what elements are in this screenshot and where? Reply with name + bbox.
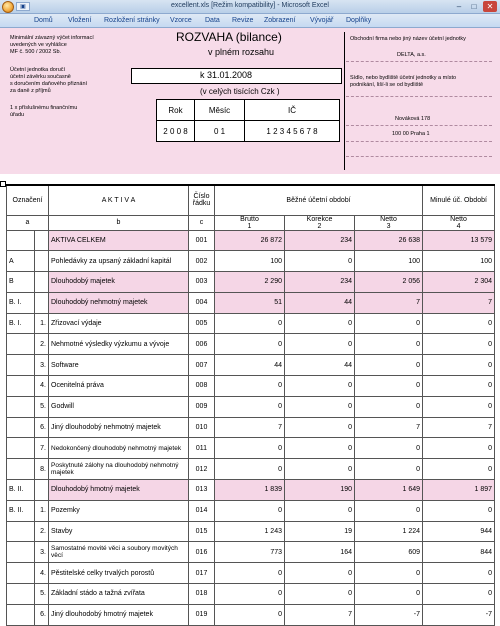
cell-oznaceni[interactable]	[7, 396, 35, 417]
cell-row-code[interactable]: 002	[189, 251, 215, 272]
tab-developer[interactable]: Vývojář	[310, 17, 334, 24]
header-aktiva: A K T I V A	[49, 185, 189, 215]
cell-value[interactable]: 0	[215, 584, 285, 605]
divider	[346, 61, 492, 62]
cell-number[interactable]: 6.	[35, 604, 49, 625]
cell-value[interactable]: 7	[423, 417, 495, 438]
divider	[346, 125, 492, 126]
table-row	[7, 272, 495, 293]
cell-oznaceni[interactable]	[7, 604, 35, 625]
cell-row-code[interactable]: 014	[189, 500, 215, 521]
cell-number[interactable]: 3.	[35, 542, 49, 563]
cell-label[interactable]: Poskytnuté zálohy na dlouhodobý nehmotný majetek	[49, 459, 189, 480]
cell-number[interactable]: 2.	[35, 521, 49, 542]
cell-label[interactable]: Stavby	[49, 521, 189, 542]
cell-number[interactable]: 4.	[35, 563, 49, 584]
cell-value[interactable]: 0	[215, 438, 285, 459]
tab-review[interactable]: Revize	[232, 17, 254, 24]
cell-label[interactable]: AKTIVA CELKEM	[49, 230, 189, 251]
cell-value[interactable]: 0	[285, 500, 355, 521]
cell-oznaceni[interactable]	[7, 334, 35, 355]
table-row	[7, 376, 495, 397]
table-row	[7, 313, 495, 334]
cell-value[interactable]: 0	[285, 459, 355, 480]
cell-label[interactable]: Zřizovací výdaje	[49, 313, 189, 334]
cell-value[interactable]: 0	[355, 355, 423, 376]
table-row	[7, 480, 495, 501]
cell-oznaceni[interactable]	[7, 230, 35, 251]
company-name-label: Obchodní firma nebo jiný název účetní jednotky	[350, 36, 466, 42]
divider	[346, 141, 492, 142]
cell-value[interactable]: -7	[355, 604, 423, 625]
cell-value[interactable]: -7	[423, 604, 495, 625]
header-cislo: Číslo řádku	[189, 185, 215, 215]
cell-value[interactable]: 0	[215, 396, 285, 417]
cell-value[interactable]: 0	[285, 417, 355, 438]
cell-value[interactable]: 0	[355, 376, 423, 397]
cell-value[interactable]: 190	[285, 480, 355, 501]
cell-value[interactable]: 0	[355, 563, 423, 584]
cell-value[interactable]: 0	[215, 334, 285, 355]
close-button[interactable]: ✕	[483, 1, 497, 12]
cell-value[interactable]: 7	[355, 417, 423, 438]
table-row	[7, 521, 495, 542]
cell-value[interactable]: 1 897	[423, 480, 495, 501]
cell-value[interactable]: 609	[355, 542, 423, 563]
report-subtitle: v plném rozsahu	[208, 47, 275, 57]
cell-row-code[interactable]: 013	[189, 480, 215, 501]
cell-value[interactable]: 0	[285, 396, 355, 417]
cell-oznaceni[interactable]	[7, 355, 35, 376]
year-value: 2 0 0 8	[157, 121, 195, 142]
cell-oznaceni[interactable]	[7, 521, 35, 542]
table-row	[7, 355, 495, 376]
col-letter-a: a	[7, 215, 49, 230]
table-row	[7, 230, 495, 251]
cell-oznaceni[interactable]	[7, 563, 35, 584]
cell-label[interactable]: Dlouhodobý majetek	[49, 272, 189, 293]
cell-value[interactable]: 2 290	[215, 272, 285, 293]
cell-value[interactable]: 26 872	[215, 230, 285, 251]
cell-value[interactable]: 19	[285, 521, 355, 542]
cell-number[interactable]	[35, 251, 49, 272]
cell-value[interactable]: 0	[355, 459, 423, 480]
cell-value[interactable]: 13 579	[423, 230, 495, 251]
cell-value[interactable]: 100	[423, 251, 495, 272]
tab-view[interactable]: Zobrazení	[264, 17, 296, 24]
cell-number[interactable]: 5.	[35, 584, 49, 605]
table-row	[7, 459, 495, 480]
cell-row-code[interactable]: 017	[189, 563, 215, 584]
street: Nováková 178	[395, 116, 431, 122]
cell-label[interactable]: Jiný dlouhodobý nehmotný majetek	[49, 417, 189, 438]
cell-row-code[interactable]: 009	[189, 396, 215, 417]
cell-number[interactable]: 6.	[35, 417, 49, 438]
cell-number[interactable]: 8.	[35, 459, 49, 480]
units-note: (v celých tisících Czk )	[200, 87, 280, 96]
year-month-id-table	[156, 99, 340, 142]
cell-number[interactable]: 3.	[35, 355, 49, 376]
header-brutto: Brutto 1	[215, 215, 285, 230]
header-netto: Netto 3	[355, 215, 423, 230]
header-netto-prior: Netto 4	[423, 215, 495, 230]
cell-row-code[interactable]: 004	[189, 292, 215, 313]
window-title: excellent.xls [Režim kompatibility] - Microsoft Excel	[171, 2, 329, 9]
cell-row-code[interactable]: 005	[189, 313, 215, 334]
cell-value[interactable]: 0	[355, 584, 423, 605]
minimize-button[interactable]: –	[456, 2, 462, 11]
cell-value[interactable]: 0	[355, 334, 423, 355]
cell-row-code[interactable]: 015	[189, 521, 215, 542]
cell-row-code[interactable]: 019	[189, 604, 215, 625]
id-value: 1 2 3 4 5 6 7 8	[245, 121, 340, 142]
cell-number[interactable]: 4.	[35, 376, 49, 397]
cell-number[interactable]: 1.	[35, 313, 49, 334]
cell-value[interactable]: 164	[285, 542, 355, 563]
cell-value[interactable]: 1 839	[215, 480, 285, 501]
cell-oznaceni[interactable]: A	[7, 251, 35, 272]
cell-oznaceni[interactable]: B	[7, 272, 35, 293]
cell-value[interactable]: 0	[423, 376, 495, 397]
cell-label[interactable]: Nedokončený dlouhodobý nehmotný majetek	[49, 438, 189, 459]
cell-row-code[interactable]: 006	[189, 334, 215, 355]
divider	[346, 96, 492, 97]
cell-label[interactable]: Software	[49, 355, 189, 376]
tab-home[interactable]: Domů	[34, 17, 53, 24]
cell-value[interactable]: 0	[355, 438, 423, 459]
table-row	[7, 417, 495, 438]
col-letter-b: b	[49, 215, 189, 230]
header-minule: Minulé úč. Období	[423, 185, 495, 215]
cell-oznaceni[interactable]	[7, 438, 35, 459]
report-date: k 31.01.2008	[200, 70, 253, 80]
cell-value[interactable]: 7	[285, 604, 355, 625]
cell-oznaceni[interactable]: B. II.	[7, 480, 35, 501]
cell-value[interactable]: 234	[285, 230, 355, 251]
copies-note: 1 x příslušnému finančnímu úřadu	[10, 105, 78, 118]
assets-table	[6, 184, 495, 626]
cell-number[interactable]: 2.	[35, 334, 49, 355]
cell-label[interactable]: Základní stádo a tažná zvířata	[49, 584, 189, 605]
cell-label[interactable]: Nehmotné výsledky výzkumu a vývoje	[49, 334, 189, 355]
tab-data[interactable]: Data	[205, 17, 220, 24]
cell-value[interactable]: 51	[215, 292, 285, 313]
cell-oznaceni[interactable]: B. I.	[7, 313, 35, 334]
cell-value[interactable]: 0	[423, 584, 495, 605]
cell-number[interactable]	[35, 272, 49, 293]
month-header: Měsíc	[195, 100, 245, 121]
cell-value[interactable]: 7	[355, 292, 423, 313]
cell-value[interactable]: 44	[215, 355, 285, 376]
cell-value[interactable]: 44	[285, 355, 355, 376]
cell-value[interactable]: 0	[215, 500, 285, 521]
cell-row-code[interactable]: 018	[189, 584, 215, 605]
cell-label[interactable]: Dlouhodobý nehmotný majetek	[49, 292, 189, 313]
cell-row-code[interactable]: 010	[189, 417, 215, 438]
cell-value[interactable]: 44	[285, 292, 355, 313]
month-value: 0 1	[195, 121, 245, 142]
cell-value[interactable]: 0	[215, 563, 285, 584]
table-row	[7, 563, 495, 584]
year-header: Rok	[157, 100, 195, 121]
cell-label[interactable]: Godwill	[49, 396, 189, 417]
id-header: IČ	[245, 100, 340, 121]
cell-value[interactable]: 1 243	[215, 521, 285, 542]
maximize-button[interactable]: □	[471, 2, 477, 11]
table-row	[7, 292, 495, 313]
cell-value[interactable]: 0	[423, 459, 495, 480]
cell-value[interactable]: 1 224	[355, 521, 423, 542]
quick-access-save-icon[interactable]: ▣	[16, 2, 30, 11]
cell-row-code[interactable]: 007	[189, 355, 215, 376]
cell-row-code[interactable]: 003	[189, 272, 215, 293]
cell-value[interactable]: 100	[355, 251, 423, 272]
table-row	[7, 438, 495, 459]
cell-value[interactable]: 844	[423, 542, 495, 563]
cell-oznaceni[interactable]	[7, 459, 35, 480]
cell-value[interactable]: 0	[423, 563, 495, 584]
ribbon-tabs	[0, 14, 500, 28]
cell-value[interactable]: 773	[215, 542, 285, 563]
tab-page-layout[interactable]: Rozložení stránky	[104, 17, 160, 24]
cell-label[interactable]: Samostatné movité věci a soubory movitých věcí	[49, 542, 189, 563]
cell-value[interactable]: 0	[423, 355, 495, 376]
cell-label[interactable]: Dlouhodobý hmotný majetek	[49, 480, 189, 501]
legal-note: Minimální závazný výčet informací uvedených ve vyhlášce MF č. 500 / 2002 Sb.	[10, 35, 94, 55]
cell-value[interactable]: 7	[423, 292, 495, 313]
cell-value[interactable]: 1 649	[355, 480, 423, 501]
table-row	[7, 251, 495, 272]
cell-oznaceni[interactable]	[7, 417, 35, 438]
cell-value[interactable]: 2 056	[355, 272, 423, 293]
cell-value[interactable]: 0	[285, 376, 355, 397]
city: 100 00 Praha 1	[392, 131, 430, 137]
delivery-note: Účetní jednotka doručí účetní závěrku současně s doručením daňového přiznání za daně z příjmů	[10, 67, 88, 94]
table-row	[7, 542, 495, 563]
tab-addins[interactable]: Doplňky	[346, 17, 372, 24]
cell-number[interactable]: 7.	[35, 438, 49, 459]
tab-formulas[interactable]: Vzorce	[170, 17, 192, 24]
cell-value[interactable]: 0	[355, 313, 423, 334]
header-oznaceni: Označení	[7, 185, 49, 215]
cell-value[interactable]: 0	[423, 500, 495, 521]
cell-label[interactable]: Pohledávky za upsaný základní kapitál	[49, 251, 189, 272]
cell-number[interactable]: 5.	[35, 396, 49, 417]
cell-value[interactable]: 100	[215, 251, 285, 272]
cell-value[interactable]: 0	[285, 334, 355, 355]
cell-value[interactable]: 0	[423, 396, 495, 417]
cell-value[interactable]: 7	[215, 417, 285, 438]
cell-label[interactable]: Pěstitelské celky trvalých porostů	[49, 563, 189, 584]
cell-label[interactable]: Jiný dlouhodobý hmotný majetek	[49, 604, 189, 625]
cell-value[interactable]: 0	[215, 459, 285, 480]
tab-insert[interactable]: Vložení	[68, 17, 92, 24]
company-name: DELTA, a.s.	[397, 52, 426, 58]
table-row	[7, 396, 495, 417]
col-letter-c: c	[189, 215, 215, 230]
cell-value[interactable]: 0	[215, 376, 285, 397]
cell-oznaceni[interactable]	[7, 376, 35, 397]
divider	[346, 156, 492, 157]
cell-row-code[interactable]: 012	[189, 459, 215, 480]
report-title: ROZVAHA (bilance)	[176, 30, 282, 44]
cell-value[interactable]: 0	[285, 438, 355, 459]
cell-value[interactable]: 0	[215, 604, 285, 625]
cell-value[interactable]: 0	[215, 313, 285, 334]
cell-number[interactable]: 1.	[35, 500, 49, 521]
cell-value[interactable]: 0	[423, 438, 495, 459]
header-bezne: Běžné účetní období	[215, 185, 423, 215]
cell-value[interactable]: 0	[355, 396, 423, 417]
cell-oznaceni[interactable]: B. II.	[7, 500, 35, 521]
cell-row-code[interactable]: 016	[189, 542, 215, 563]
cell-oznaceni[interactable]	[7, 542, 35, 563]
table-row	[7, 500, 495, 521]
cell-number[interactable]	[35, 230, 49, 251]
cell-value[interactable]: 0	[285, 313, 355, 334]
cell-oznaceni[interactable]: B. I.	[7, 292, 35, 313]
worksheet[interactable]	[0, 28, 500, 619]
cell-row-code[interactable]: 011	[189, 438, 215, 459]
cell-value[interactable]: 0	[285, 563, 355, 584]
table-row	[7, 604, 495, 625]
cell-number[interactable]	[35, 292, 49, 313]
cell-row-code[interactable]: 001	[189, 230, 215, 251]
cell-number[interactable]	[35, 480, 49, 501]
cell-value[interactable]: 0	[423, 334, 495, 355]
address-label: Sídlo, nebo bydliště účetní jednotky a místo podnikání, liší-li se od bydliště	[350, 75, 457, 88]
title-bar	[0, 0, 500, 14]
cell-oznaceni[interactable]	[7, 584, 35, 605]
cell-value[interactable]: 0	[285, 251, 355, 272]
cell-value[interactable]: 2 304	[423, 272, 495, 293]
table-row	[7, 584, 495, 605]
cell-value[interactable]: 0	[423, 313, 495, 334]
cell-label[interactable]: Pozemky	[49, 500, 189, 521]
cell-value[interactable]: 0	[285, 584, 355, 605]
cell-row-code[interactable]: 008	[189, 376, 215, 397]
cell-value[interactable]: 944	[423, 521, 495, 542]
cell-value[interactable]: 26 638	[355, 230, 423, 251]
cell-value[interactable]: 234	[285, 272, 355, 293]
header-korekce: Korekce 2	[285, 215, 355, 230]
table-row	[7, 334, 495, 355]
cell-value[interactable]: 0	[355, 500, 423, 521]
cell-label[interactable]: Ocenitelná práva	[49, 376, 189, 397]
